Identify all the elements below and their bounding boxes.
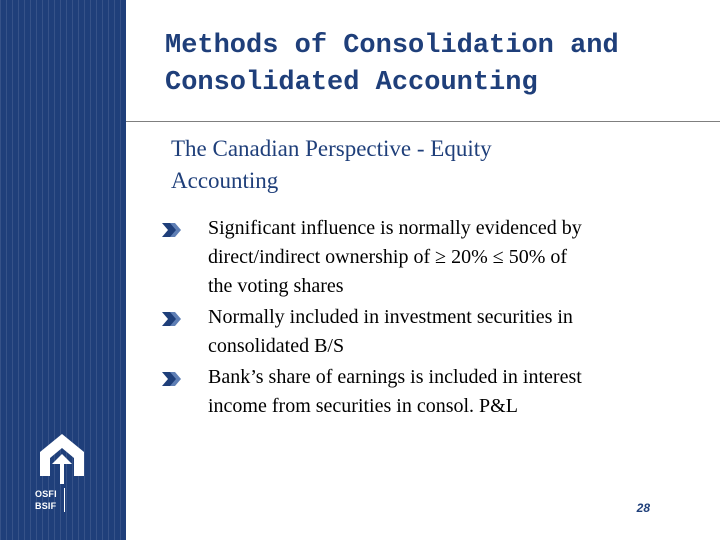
bullet-3-line-1: Bank’s share of earnings is included in interest xyxy=(208,366,582,388)
page-number: 28 xyxy=(636,501,650,515)
bullet-2-line-1: Normally included in investment securities in xyxy=(208,306,573,328)
osfi-arrow-logo-icon xyxy=(38,434,86,484)
slide-subtitle xyxy=(171,133,591,197)
bullet-1-line-2: direct/indirect ownership of ≥ 20% ≤ 50% of xyxy=(208,246,568,268)
bullet-1-line-3: the voting shares xyxy=(208,275,344,297)
bullet-list xyxy=(162,214,682,423)
subtitle-line-1: The Canadian Perspective - Equity xyxy=(171,136,492,161)
bullet-item-share-of-earnings xyxy=(162,363,682,421)
subtitle-line-2: Accounting xyxy=(171,168,279,193)
slide-title xyxy=(165,28,705,102)
bullet-1-line-1: Significant influence is normally evidenced by xyxy=(208,217,582,239)
arrow-bullet-icon xyxy=(162,372,184,386)
logo-text-en: OSFI xyxy=(35,489,57,499)
decorative-sidebar xyxy=(0,0,126,540)
bullet-3-line-2: income from securities in consol. P&L xyxy=(208,395,518,417)
arrow-bullet-icon xyxy=(162,223,184,237)
bullet-item-significant-influence xyxy=(162,214,682,301)
slide-title-line-1: Methods of Consolidation and xyxy=(165,31,619,61)
logo-text-fr: BSIF xyxy=(35,501,57,511)
slide-title-line-2: Consolidated Accounting xyxy=(165,68,538,98)
arrow-bullet-icon xyxy=(162,312,184,326)
bullet-2-line-2: consolidated B/S xyxy=(208,335,345,357)
title-divider xyxy=(126,121,720,122)
bullet-item-investment-securities xyxy=(162,303,682,361)
osfi-bsif-logo-text xyxy=(35,488,87,512)
